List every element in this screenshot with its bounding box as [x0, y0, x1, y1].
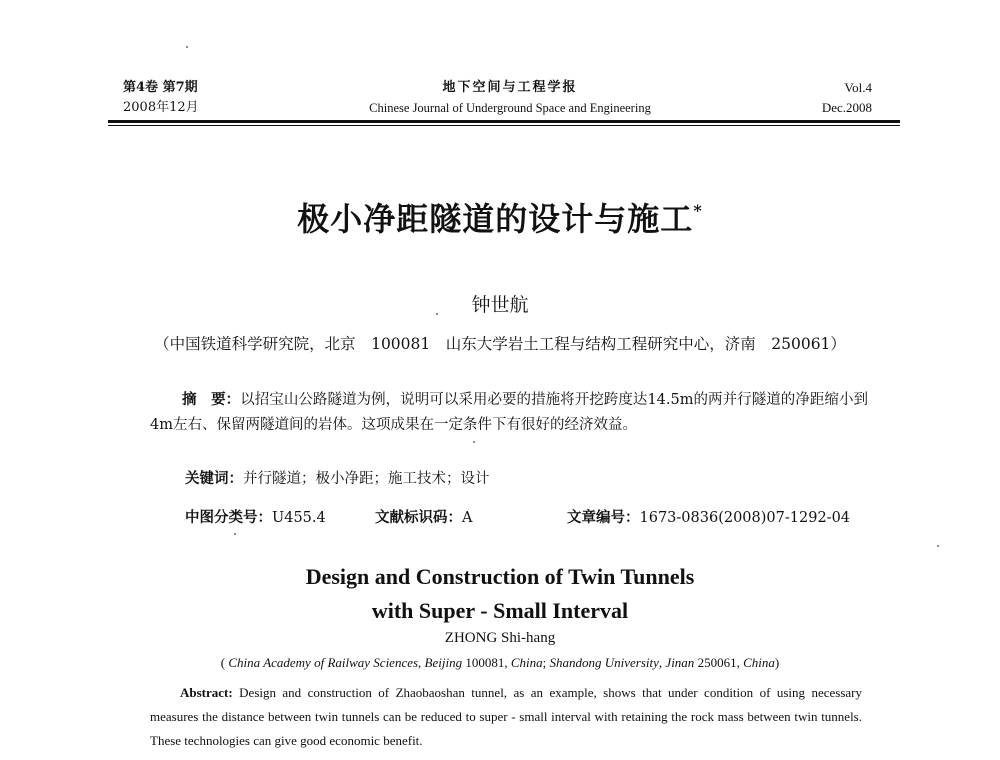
title-footnote-mark: *: [693, 201, 703, 220]
abstract-en: Abstract: Design and construction of Zhaobaoshan tunnel, as an example, shows that under condition of using necessary measures the distance between twin tunnels can be reduced to super - small interval with retaining the rock mass between twin tunnels. These technologies can give good economic benefit.: [150, 685, 862, 748]
affiliation-en: ( China Academy of Railway Sciences, Beijing 100081, China; Shandong University, Jinan 250061, China): [220, 655, 780, 670]
header-date-en: Dec.2008: [821, 100, 872, 115]
abstract-cn: [150, 387, 868, 438]
paper-title-en-line1: Design and Construction of Twin Tunnels: [305, 564, 695, 589]
affil-city1: Beijing: [424, 655, 463, 670]
scan-speck: [937, 545, 939, 547]
article-number: [567, 507, 850, 529]
scan-speck: [436, 313, 438, 315]
clc-value: U455.4: [272, 510, 326, 526]
clc-label: 中图分类号：: [185, 509, 272, 526]
abstract-en-label: Abstract: [180, 685, 229, 700]
doc-value: A: [462, 510, 473, 526]
affil-code1: 100081: [465, 655, 505, 670]
abstract-cn-label: 摘 要：: [182, 391, 241, 408]
affil-open-paren: (: [220, 655, 226, 670]
header-volume-en-block: [822, 78, 872, 118]
clc-code: [185, 507, 326, 529]
paper-title-cn-text: 极小净距隧道的设计与施工: [297, 200, 694, 238]
affil-close-paren: ): [774, 655, 780, 670]
header-rule-thin: [108, 125, 900, 126]
affil-code2: 250061: [697, 655, 737, 670]
affil-org1: China Academy of Railway Sciences: [228, 655, 419, 670]
abstract-cn-text: 以招宝山公路隧道为例，说明可以采用必要的措施将开挖跨度达14.5m的两并行隧道的净距缩小到4m左右、保留两隧道间的岩体。这项成果在一定条件下有很好的经济效益。: [150, 392, 869, 433]
paper-title-en-line2: with Super - Small Interval: [371, 598, 629, 623]
doc-code: [375, 507, 472, 529]
keywords-cn-label: 关键词：: [185, 470, 243, 487]
affil-city2: Jinan: [665, 655, 695, 670]
author-en: ZHONG Shi-hang: [444, 630, 556, 646]
header-journal-block: [340, 78, 680, 118]
affil-country1: China: [510, 655, 543, 670]
header-volume-cn: 第4卷 第7期: [123, 80, 198, 95]
affil-country2: China: [743, 655, 775, 670]
header-rule-thick: [108, 120, 900, 123]
keywords-cn-text: 并行隧道；极小净距；施工技术；设计: [243, 471, 490, 487]
affil-org2: Shandong University: [549, 655, 659, 670]
header-volume-en: Vol.4: [844, 80, 872, 95]
header-journal-cn: 地下空间与工程学报: [442, 80, 578, 95]
header-date-cn: 2008年12月: [123, 100, 199, 115]
affiliation-cn: （中国铁道科学研究院，北京 100081 山东大学岩土工程与结构工程研究中心，济南 250061）: [154, 335, 846, 353]
doc-label: 文献标识码：: [375, 509, 462, 526]
header-volume-block: [123, 78, 199, 118]
article-label: 文章编号：: [567, 509, 640, 526]
paper-title-cn: [0, 194, 1000, 240]
header-journal-en: Chinese Journal of Underground Space and Engineering: [369, 101, 651, 115]
author-cn: 钟世航: [471, 294, 529, 316]
article-value: 1673-0836(2008)07-1292-04: [639, 510, 851, 526]
scan-speck: [186, 46, 188, 48]
abstract-en-text: Design and construction of Zhaobaoshan tunnel, as an example, shows that under condition of using necessary measures the distance between twin tunnels can be reduced to super - small interval with retaining the rock mass between twin tunnels. These technologies can give good economic benefit.: [150, 685, 862, 748]
keywords-cn: [185, 468, 490, 490]
paper-title-en: [0, 560, 1000, 628]
scan-speck: [234, 533, 236, 535]
scan-speck: [473, 441, 475, 443]
